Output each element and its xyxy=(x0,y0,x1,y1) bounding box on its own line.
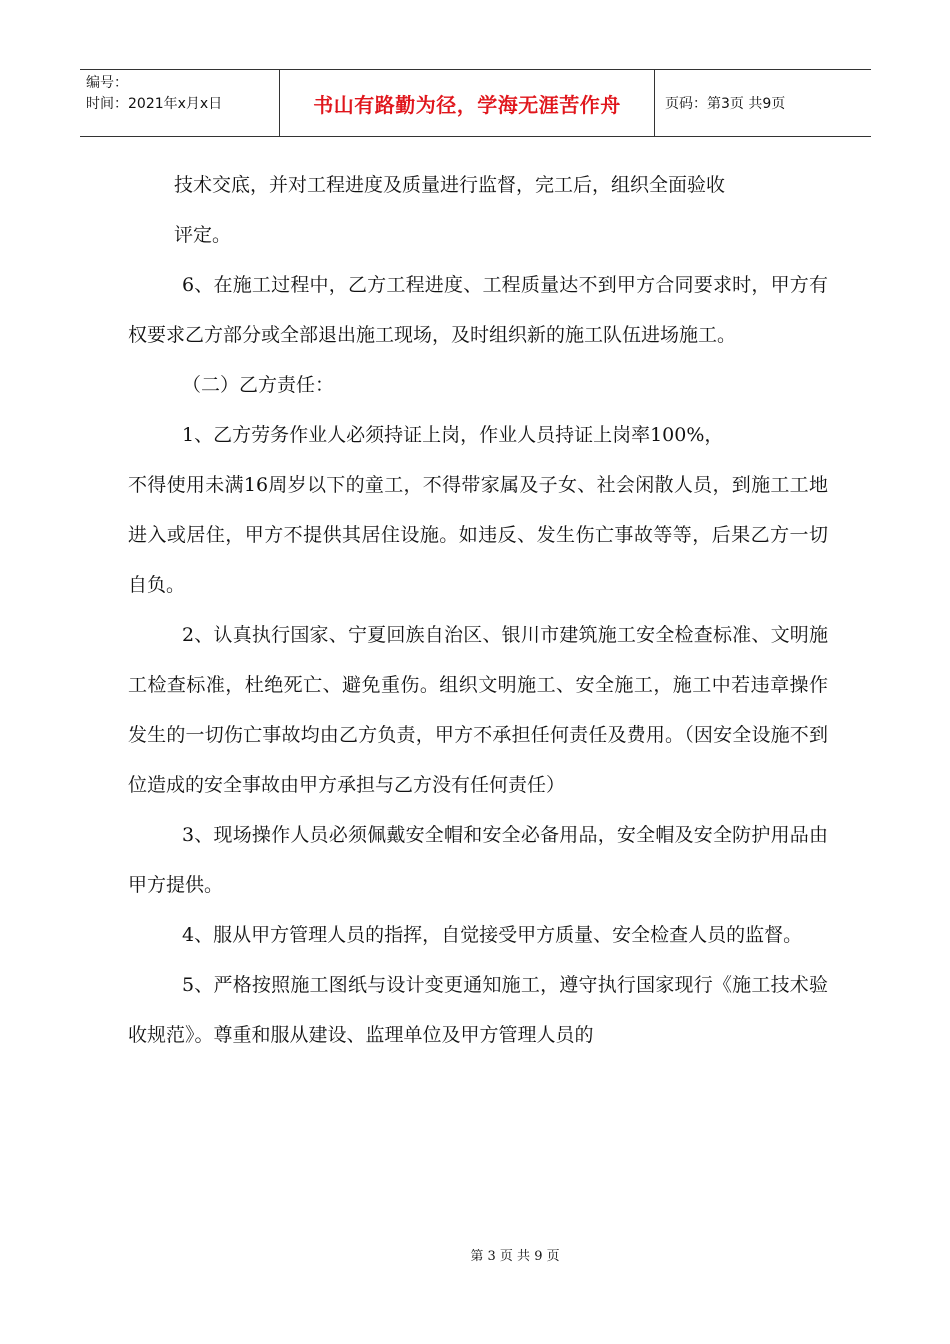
section-heading: （二）乙方责任： xyxy=(182,374,335,396)
paragraph: 1、乙方劳务作业人必须持证上岗，作业人员持证上岗率100%， xyxy=(182,424,724,446)
doc-time-label: 时间：2021年x月x日 xyxy=(86,96,223,112)
page-footer: 第 3 页 共 9 页 xyxy=(470,1249,560,1264)
doc-number-label: 编号： xyxy=(86,75,128,91)
paragraph: 6、在施工过程中，乙方工程进度、工程质量达不到甲方合同要求时，甲方有权要求乙方部分或全部退出施工现场，及时组织新的施工队伍进场施工。 xyxy=(128,274,828,346)
paragraph: 4、服从甲方管理人员的指挥，自觉接受甲方质量、安全检查人员的监督。 xyxy=(182,924,803,946)
paragraph: 5、严格按照施工图纸与设计变更通知施工，遵守执行国家现行《施工技术验收规范》。尊重和服从建设、监理单位及甲方管理人员的 xyxy=(128,974,828,1046)
header-page-label: 页码：第3页 共9页 xyxy=(665,96,786,112)
header-motto: 书山有路勤为径，学海无涯苦作舟 xyxy=(280,70,655,136)
page-header xyxy=(80,69,871,137)
paragraph: 技术交底，并对工程进度及质量进行监督，完工后，组织全面验收 xyxy=(174,174,726,196)
paragraph: 不得使用未满16周岁以下的童工，不得带家属及子女、社会闲散人员，到施工工地进入或居住，甲方不提供其居住设施。如违反、发生伤亡事故等等，后果乙方一切自负。 xyxy=(128,474,828,596)
paragraph: 3、现场操作人员必须佩戴安全帽和安全必备用品，安全帽及安全防护用品由甲方提供。 xyxy=(128,824,828,896)
paragraph: 2、认真执行国家、宁夏回族自治区、银川市建筑施工安全检查标准、文明施工检查标准，杜绝死亡、避免重伤。组织文明施工、安全施工，施工中若违章操作发生的一切伤亡事故均由乙方负责，甲方不承担任何责任及费用。（因安全设施不到位造成的安全事故由甲方承担与乙方没有任何责任） xyxy=(128,624,828,796)
header-meta xyxy=(80,70,280,136)
paragraph: 评定。 xyxy=(174,224,232,246)
document-body xyxy=(128,160,828,1060)
